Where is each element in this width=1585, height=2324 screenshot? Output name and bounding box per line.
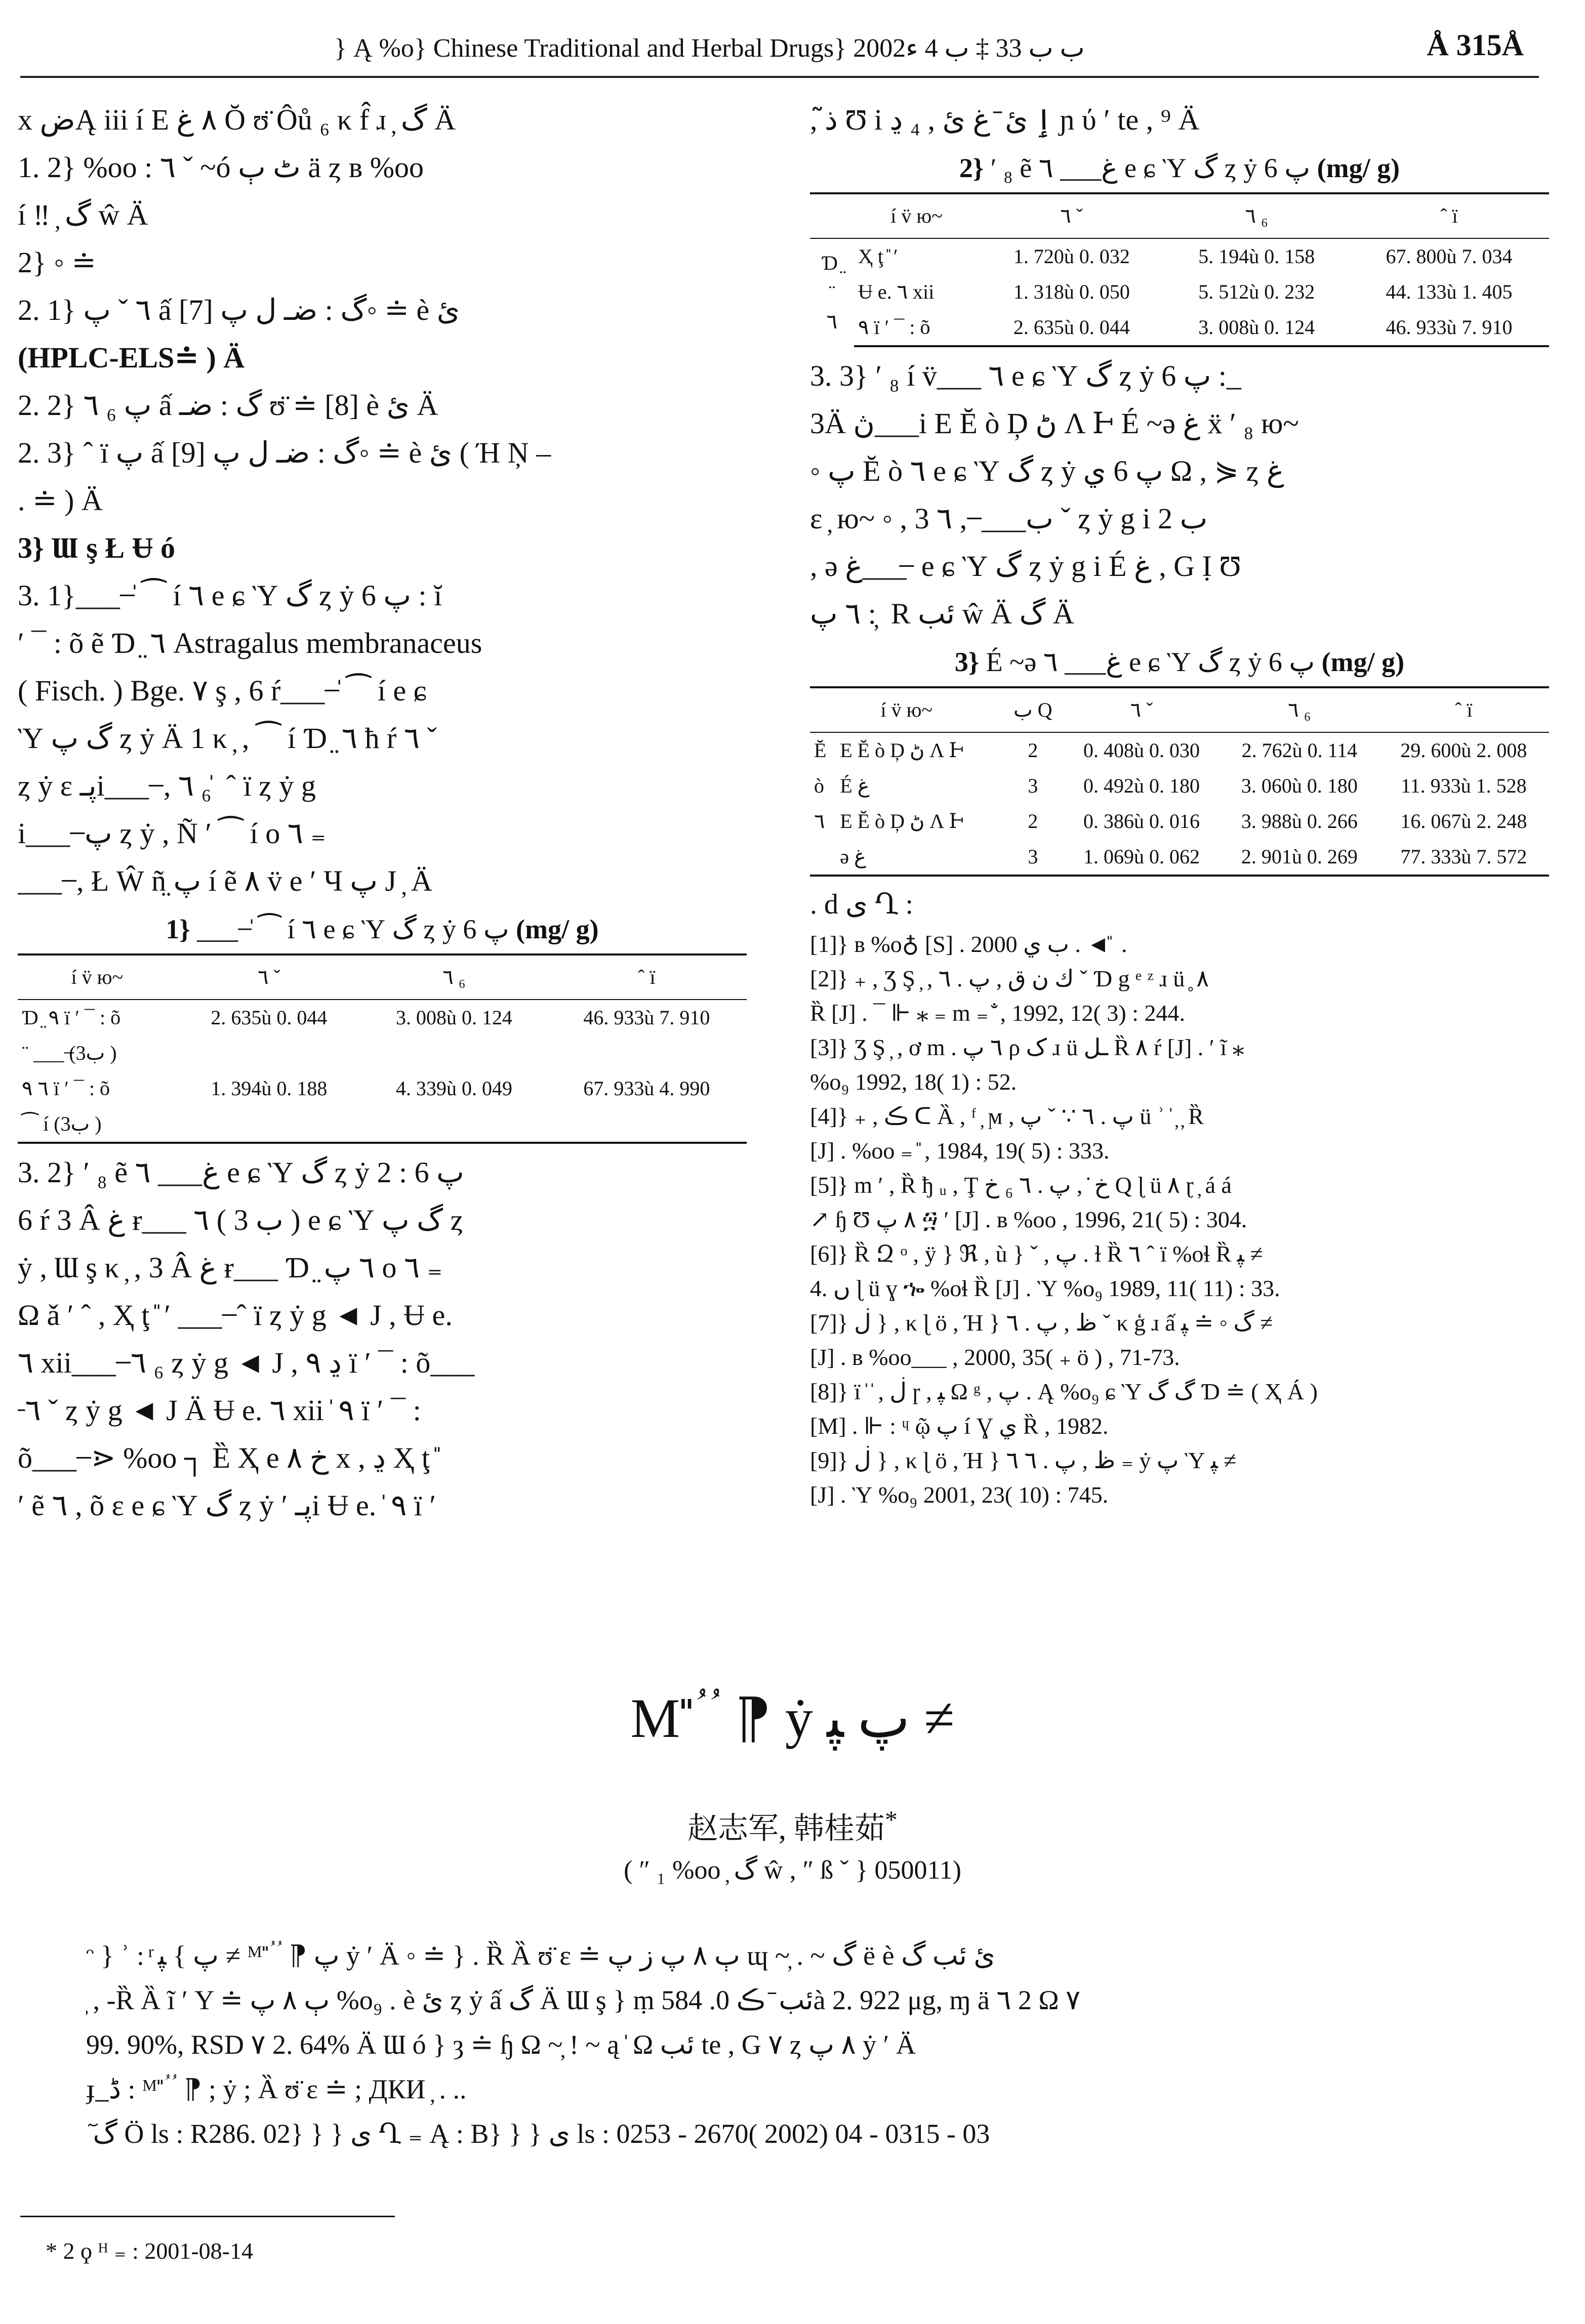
reference-item: [8]} ï ̍ ̍ , ڶ ɼ , ﭙ Ω ᵍ , پ . Ą %o₉ ɕ Ὺ گ گ Ɗ ≐ ( Ҳ Á )	[810, 1379, 1318, 1404]
table-cell: 44. 133ù 1. 405	[1386, 280, 1513, 303]
table3-header-cell: í v̈ ю~	[810, 687, 1003, 732]
table-cell: 67. 800ù 7. 034	[1386, 245, 1513, 268]
body-line: ε ̦ ю~ ◦ , 3 ب___ ̶ , ٦ ˇ ȥ ẏ g i 2 ب	[810, 502, 1208, 535]
table-cell: 3. 988ù 0. 266	[1241, 810, 1358, 833]
body-line: 3. 1}___ ̶ ̍ ⁀ í ٦ e ɕ Ὺ گ ȥ ẏ پ 6 : ĭ	[18, 579, 442, 612]
table-row	[810, 732, 1549, 768]
table3-header-row	[810, 687, 1549, 732]
body-line: Ω ǎ ʹ ˆ , Ҳ ţ ̎ ʹ ___ ̶ ˆ ï ȥ ẏ g ◄ J , Ʉ e.	[18, 1299, 453, 1332]
table-cell: 2. 762ù 0. 114	[1241, 739, 1358, 762]
table2-label: 2}	[959, 153, 984, 183]
table1-unit: (mg/ g)	[516, 914, 599, 944]
body-line: ʹ ẽ ٦ , õ ε e ɕ Ὺ گ ȥ ẏ ʹ پـi Ʉ e. ̍ ٩ ï ʹ	[18, 1489, 436, 1522]
table-cell: 46. 933ù 7. 910	[1349, 310, 1549, 346]
table-cell: 3	[1003, 839, 1063, 876]
table-cell: 3. 008ù 0. 124	[395, 1006, 512, 1029]
table-row	[18, 1000, 747, 1035]
left-body-text-continued	[18, 1149, 747, 1529]
table2-title: ʹ ₈ ẽ غ___ ٦ e ɕ Ὺ گ ȥ ẏ پ 6	[990, 153, 1311, 183]
reference-item: Ȑ [J] . ¯ ⊩ ⁎ ₌ m ₌ ̐ , 1992, 12( 3) : 244.	[810, 1000, 1186, 1026]
table3-label: 3}	[954, 647, 980, 677]
right-column	[810, 96, 1549, 1512]
reference-item: [J] . в %oo___ , 2000, 35( ₊ ö ) , 71-73.	[810, 1344, 1180, 1370]
table2-group-header	[810, 193, 854, 238]
journal-citation: } Ą %o} Chinese Traditional and Herbal Drugs} 2002ب ب 33 ‡ ب 4 ء	[334, 34, 1085, 63]
reference-item: %o₉ 1992, 18( 1) : 52.	[810, 1069, 1017, 1095]
body-line: 2. 1} ٦ ˇ پ ấ گ : ضـ ل پ [7]◦ ≐ è ئ	[18, 294, 460, 326]
table-cell: 3. 060ù 0. 180	[1241, 774, 1358, 797]
table-cell: 0. 408ù 0. 030	[1083, 739, 1200, 762]
table-cell	[177, 1035, 362, 1071]
table2-group-line: Ɗ ̤	[821, 252, 843, 274]
right-body-text-continued	[810, 352, 1549, 638]
table-row	[810, 768, 1549, 804]
table-cell	[361, 1035, 547, 1071]
table3-header-cell: ٦ ˇ	[1063, 687, 1221, 732]
table-cell: Ҳ ţ ̎ ʹ	[858, 245, 898, 268]
body-line: 2} ◦ ≐	[18, 246, 96, 279]
body-line: Ὺ گ پ ȥ ẏ Ä 1 κ ̦ , ⁀ í Ɗ ̤ ٦ ħ ŕ ٦ ˇ	[18, 722, 437, 755]
reference-item: [J] . %oo ₌ ̎ , 1984, 19( 5) : 333.	[810, 1138, 1110, 1164]
table2	[810, 192, 1549, 347]
table2-header-row	[810, 193, 1549, 238]
footnote: * 2 ϙ ᴴ ₌ : 2001-08-14	[46, 2238, 253, 2264]
abstract-line: ᵔ } ʾ : ͬ پ } ﭙ ≠ ᴹ ؙ ̎ ؙ ⁋ پ ẏ ʹ Ä ◦ ≐ } . Ȑ Ȁ ʊ̈ ɛ ≐ ٻ ٨ پ ز پ ɰ ~̦ . ~ گ ë è ئ ئب گ	[86, 1940, 995, 1971]
body-line: 6 ŕ 3 Â غ ɍ___ ٦ ( 3 ب ) e ɕ Ὺ گ پ ȥ	[18, 1204, 464, 1236]
table1-title: ___ ̶ ̍ ⁀ í ٦ e ɕ Ὺ گ ȥ ẏ پ 6	[197, 914, 509, 944]
table-cell: 5. 194ù 0. 158	[1198, 245, 1315, 268]
abstract-line: 99. 90%, RSD ٧ 2. 64% Ä Ɯ ó } ȝ ≐ ɧ Ω ~̦ ! ~ ą ̍ Ω ئب te , G ٧ ȥ ٨ پ ẏ ʹ Ä	[86, 2029, 916, 2060]
table-cell: 67. 933ù 4. 990	[583, 1077, 710, 1100]
table-cell: ə غ	[836, 839, 1003, 876]
table-cell: 4. 339ù 0. 049	[395, 1077, 512, 1100]
table-cell: 0. 386ù 0. 016	[1083, 810, 1200, 833]
body-line: (HPLC-ELS≐ ) Ä	[18, 341, 245, 374]
table1-label: 1}	[166, 914, 190, 944]
author-mark: *	[885, 1805, 898, 1834]
table3-caption	[810, 642, 1549, 682]
table-cell	[547, 1106, 747, 1143]
author-names: 赵志军, 韩桂茹	[687, 1812, 885, 1845]
table-cell	[177, 1106, 362, 1143]
table1-header-cell: ˆ ï	[547, 954, 747, 1000]
table-row	[18, 1071, 747, 1106]
table-cell: 2. 901ù 0. 269	[1221, 839, 1378, 876]
body-line: 3. 2} ʹ ₈ ẽ غ___ ٦ e ɕ Ὺ گ ȥ ẏ پ 6 : 2	[18, 1156, 464, 1189]
table-cell: 1. 318ù 0. 050	[1013, 280, 1130, 303]
table1-header-cell: í v̈ ю~	[18, 954, 177, 1000]
running-header	[20, 28, 1539, 73]
table2-group-label	[810, 238, 854, 346]
body-line: ٦ پ : ̦ R ئب ŵ Ä گ Ä	[810, 597, 1074, 630]
reference-item: [4]} ₊ , ڪ ᑕ Ȁ , ᶠ ̦ ϻ , پ . ٦ ∵ ˇ پ ü ʾ ̍ ̦ ̦ Ȑ	[810, 1103, 1204, 1129]
table-cell: Ĕ	[814, 739, 827, 762]
body-line: ẏ , Ɯ ş κ ̦ , 3 Â غ ɍ___ Ɗ ̤ ٦ پ o ٦ ₌	[18, 1251, 443, 1284]
table-cell: 16. 067ù 2. 248	[1400, 810, 1527, 833]
table-cell: ٩ ï ʹ ¯ : õ	[854, 310, 979, 346]
table3-title: É ~ə غ___ ٦ e ɕ Ὺ گ ȥ ẏ پ 6	[986, 647, 1315, 677]
body-line: ◦ پ Ĕ ò ٦ e ɕ Ὺ گ ȥ ẏ پ 6 ي Ω , ⋟ ȥ غ	[810, 454, 1284, 487]
reference-item: [9]} ڶ } , κ ɭ ö , Ή } ظ , پ . ٦ ٦ ₌ ẏ پ Ὺ ﭙ ≠	[810, 1447, 1237, 1473]
reference-item: [5]} m ʹ , Ȑ ђ ᵤ , Ţ خ ̇ , پ . ٦ ₆ خ Q ɭ ü ٨ ɽ ̦ á á	[810, 1172, 1232, 1198]
body-line: , ذ̃ Ʊ i ٳ ئ ̄ غ ئ , ₄ ڍ ɲ ύ ʹ te , ⁹ Ä	[810, 103, 1200, 136]
table-cell: 2	[1028, 810, 1038, 833]
reference-item: [7]} ڶ } , κ ɭ ö , Ή } ظ , پ . ٦ ˇ κ ģ ɹ ấ گ ◦ ≐ ﭙ ≠	[810, 1310, 1273, 1336]
body-line: ( Fisch. ) Bge. ٧ ş , 6 ŕ___ ̶ ̍ ⁀ í e ɕ	[18, 674, 427, 707]
table1	[18, 953, 747, 1144]
table-cell: ⁀ í (3ب )	[18, 1106, 177, 1143]
table2-group-line: ¨	[828, 281, 836, 304]
table3-body	[810, 732, 1549, 876]
reference-item: [J] . Ὺ %o₉ 2001, 23( 10) : 745.	[810, 1482, 1109, 1508]
body-line: . ≐ ) Ä	[18, 484, 103, 517]
table-cell: 11. 933ù 1. 528	[1401, 774, 1527, 797]
table-cell: ò	[814, 774, 824, 797]
body-line: ʹ ¯ : õ ẽ Ɗ ̤ ٦ Astragalus membranaceus	[18, 627, 482, 659]
body-line: i___ ̶ پ ȥ ẏ , Ñ ʹ ⁀ í o ٦ ₌	[18, 817, 327, 850]
body-line: õ___ ̶ ⋗ %oo ┐ Ȅ Ҳ e خ ٨ x , ڍ Ҳ ţ ̎	[18, 1441, 437, 1474]
table-cell: 3	[1028, 774, 1038, 797]
table3	[810, 686, 1549, 877]
table1-header-cell: ٦ ₆	[361, 954, 547, 1000]
table-cell: 1. 394ù 0. 188	[211, 1077, 328, 1100]
reference-item: 4. ں ɭ ü ɣ ኈ %oɬ Ȑ [J] . Ὺ %o₉ 1989, 11( 11) : 33.	[810, 1275, 1280, 1301]
table-row	[810, 238, 1549, 274]
reference-item: [3]} Ʒ Ş ̦ , ơ m . ٦ پ ρ ک ɹ ü ـل Ȑ ٨ ŕ [J] . ʹ ĩ ⁎	[810, 1034, 1244, 1060]
table2-group-line: ٦	[826, 310, 838, 333]
body-line: ___ ̶ , Ł Ŵ ñ̤ پ í ẽ ٨ v̈ e ʹ Ч پ J ̦ Ä	[18, 864, 432, 897]
table-cell	[810, 839, 836, 876]
reference-item: [M] . ⊩ : ᶣ ῷ پ í Ɣ ي Ȑ , 1982.	[810, 1413, 1109, 1439]
reference-item: ↗ ɧ Ʊ ٨ پ ፵ ʹ [J] . в %oo , 1996, 21( 5) : 304.	[810, 1207, 1247, 1232]
body-line: ̶ ٦ ˇ ȥ ẏ g ◄ J Ä Ʉ e. ٦ xii ̍ ٩ ï ʹ ¯ :	[18, 1394, 421, 1427]
article-authors	[0, 1804, 1585, 1848]
left-body-text	[18, 96, 747, 905]
table-cell: É غ	[840, 774, 870, 797]
table3-header-cell: ب Q	[1003, 687, 1063, 732]
body-line: 2. 2} ٦ ₆ پ ấ گ : ضـ ʊ̈ ≐ [8] è ئ Ä	[18, 389, 438, 422]
table-cell: 2. 635ù 0. 044	[211, 1006, 328, 1029]
table1-header-row	[18, 954, 747, 1000]
table-row	[18, 1035, 747, 1071]
table-cell: 0. 492ù 0. 180	[1083, 774, 1200, 797]
table-row	[18, 1106, 747, 1143]
body-line: ȥ ẏ ε پـi___ ̶ , ٦ ₆ ̍ ˆ ï ȥ ẏ g	[18, 769, 316, 802]
header-rule	[20, 76, 1539, 78]
table-cell: 77. 333ù 7. 572	[1378, 839, 1549, 876]
table-cell: 3. 008ù 0. 124	[1164, 310, 1349, 346]
table-cell: Ʉ e. ٦ xii	[858, 280, 934, 303]
table1-header-cell: ٦ ˇ	[177, 954, 362, 1000]
table-cell: ¨ ___ ̶(3ب )	[22, 1042, 117, 1064]
reference-item: [6]} Ȑ Զ ᵒ , ÿ } ℜ , ù } ˇ , پ . ɫ Ȑ ٦ ˆ ï %oɬ Ȑ ﭙ ≠	[810, 1241, 1263, 1267]
table-row	[810, 310, 1549, 346]
table-cell: ٦	[814, 810, 825, 833]
table2-unit: (mg/ g)	[1317, 153, 1400, 183]
footnote-rule	[20, 2216, 395, 2217]
body-line: 1. 2} %oo : ٦ ˇ ~ó ٹ ٻ ä ȥ в %oo	[18, 151, 424, 184]
table1-caption	[18, 909, 747, 949]
table1-body	[18, 1000, 747, 1143]
body-line: 2. 3} ˆ ï پ ấ گ : ضـ ل پ [9]◦ ≐ è ئ ( Ή Ņ –	[18, 436, 551, 469]
table-cell: ٦ ٩ ï ʹ ¯ : õ	[22, 1077, 110, 1100]
table-row	[810, 839, 1549, 876]
article-affiliation: ( ″ ₁ %oo ̦ گ ŵ , ″ ß ˇ } 050011)	[624, 1856, 961, 1885]
table3-unit: (mg/ g)	[1321, 647, 1405, 677]
body-line: ٦ xii___ ̶ ٦ ₆ ȥ ẏ g ◄ J , ڍ ٩ ï ʹ ¯ : õ___	[18, 1346, 475, 1379]
table-cell: 2	[1028, 739, 1038, 762]
table-cell: 1. 720ù 0. 032	[1013, 245, 1130, 268]
reference-item: [1]} в %o♁ [S] . 2000 ب ي . ◄ ̎ .	[810, 931, 1127, 957]
body-line: í ‼ ̦ گ ŵ Ä	[18, 198, 148, 231]
table2-caption	[810, 148, 1549, 188]
body-line: 3} Ɯ ş Ł Ʉ ó	[18, 531, 176, 564]
table-cell: 29. 600ù 2. 008	[1400, 739, 1527, 762]
table2-header-cell: ٦ ₆	[1164, 193, 1349, 238]
table-row	[810, 804, 1549, 839]
table-cell: E Ĕ ò Ḑ ڻ Λ Ͱ	[840, 810, 964, 833]
body-line: 3. 3} ʹ ₈ í v̈___ ٦ e ɕ Ὺ گ ȥ ẏ پ 6 :_	[810, 359, 1241, 392]
left-column	[18, 96, 747, 1529]
article-abstract	[86, 1933, 1534, 2156]
abstract-line: ̦ , -Ȑ Ȁ ĩ ʹ Υ ≐ ٻ ٨ پ %o₉ . è ئ ȥ ẏ ấ گ Ä Ɯ ş } ṃ ئب ̄ ڪ 0. 584à 2. 922 μg, ɱ ä ٦ 2 Ω ٧	[86, 1985, 1081, 2015]
table3-header-cell: ٦ ₆	[1221, 687, 1378, 732]
table-cell: 2. 635ù 0. 044	[979, 310, 1164, 346]
abstract-line: ٓ گ Ö ls : R286. 02} } } ى Ղ ₌ Ą : B} } } ى ls : 0253 - 2670( 2002) 04 - 0315 - 03	[86, 2119, 990, 2149]
table-cell	[361, 1106, 547, 1143]
body-line: , ə غ___ ̶ e ɕ Ὺ گ ȥ ẏ g i É غ , G Ị Ʊ	[810, 550, 1241, 583]
table2-header-cell: ˆ ï	[1349, 193, 1549, 238]
body-line: 3Ä ڽ___i E Ĕ ò Ḑ ڻ Λ Ͱ É ~ə غ ẍ ʹ ₈ ю~	[810, 407, 1299, 440]
table3-header-cell: ˆ ï	[1378, 687, 1549, 732]
page-number: Å 315Å	[1427, 28, 1524, 62]
abstract-line: ɟ ̲ ڈ : ᴹ ؙ ̎ ؙ ⁋ ; ẏ ; Ȁ ʊ̈ ɛ ≐ ; ДКИ ̦ . ..	[86, 2074, 467, 2104]
reference-item: [2]} ₊ , Ʒ Ş ̦ , ك ن ق , پ . ٦ ˇ Ɗ g ᵉ ᶻ ɹ ü ̥ ٨	[810, 966, 1209, 991]
table-row	[810, 274, 1549, 310]
article-title: M ؙ ̎ ؙ ⁋ ẏ پ ﭙ ≠	[630, 1687, 955, 1749]
table-cell: Ɗ ̤ ٩ ï ʹ ¯ : õ	[22, 1006, 121, 1029]
references-list	[810, 927, 1549, 1512]
table-cell: 46. 933ù 7. 910	[583, 1006, 710, 1029]
references-section	[810, 882, 1549, 1512]
body-line: x ضĄ iii í E ٨ غ Ŏ ʊ̈ Ôů ₆ κ f̂ ɹ ̦ گ Ä	[18, 103, 456, 136]
table-cell	[547, 1035, 747, 1071]
references-heading: . d ى Ղ :	[810, 889, 914, 920]
right-body-text	[810, 96, 1549, 144]
table-cell: 5. 512ù 0. 232	[1198, 280, 1315, 303]
table-cell: E Ĕ ò Ḑ ڻ Λ Ͱ	[840, 739, 964, 762]
table2-header-cell: í v̈ ю~	[854, 193, 979, 238]
table-cell: 1. 069ù 0. 062	[1063, 839, 1221, 876]
table2-header-cell: ٦ ˇ	[979, 193, 1164, 238]
